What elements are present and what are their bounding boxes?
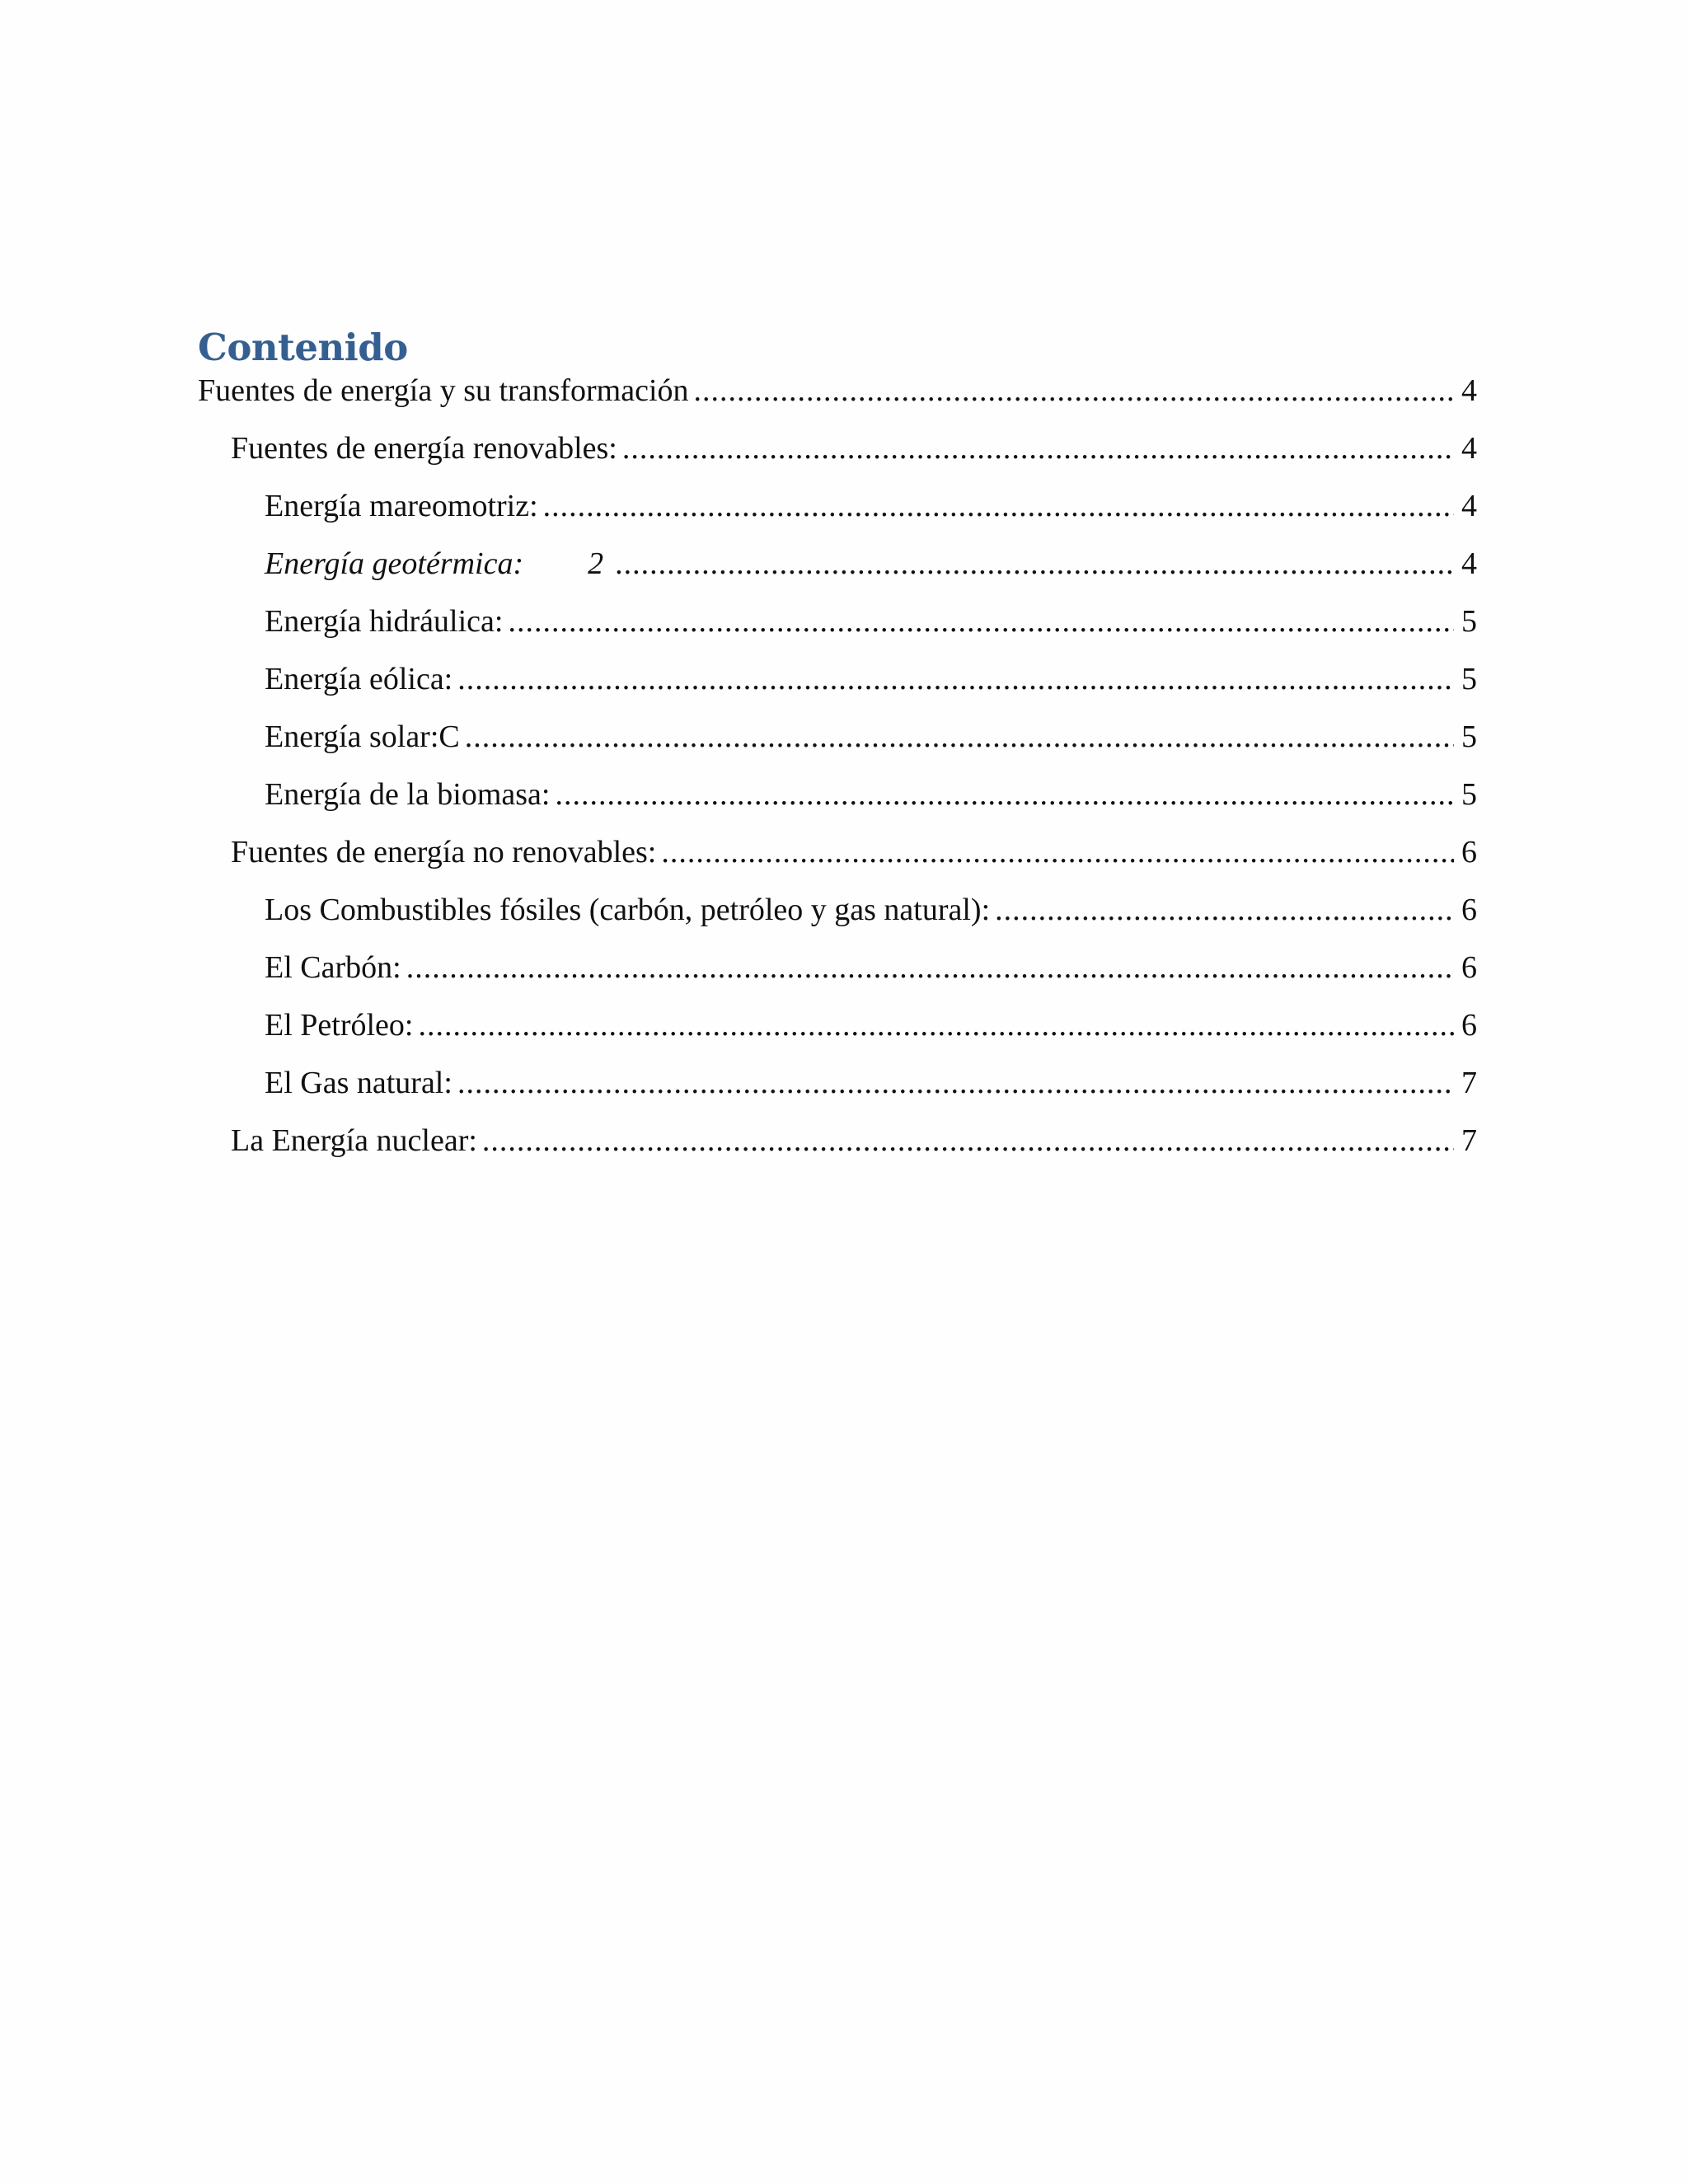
toc-dot-leader: [694, 373, 1454, 409]
toc-entry[interactable]: [198, 892, 1477, 949]
toc-entry-label: Fuentes de energía renovables:: [231, 431, 617, 466]
toc-entry-label: El Carbón:: [265, 950, 401, 985]
toc-entry[interactable]: [198, 373, 1477, 430]
toc-page-number: 5: [1461, 604, 1477, 639]
toc-entry[interactable]: [198, 546, 1477, 603]
toc-page-number: 4: [1461, 546, 1477, 581]
toc-entry-label: Energía geotérmica:: [265, 546, 524, 581]
toc-dot-leader: [406, 949, 1454, 986]
toc-entry-label: Fuentes de energía no renovables:: [231, 835, 657, 869]
toc-entry[interactable]: [198, 949, 1477, 1007]
toc-entry-label: Energía mareomotriz:: [265, 489, 538, 523]
toc-entry-label: Energía eólica:: [265, 662, 453, 696]
toc-page-number: 6: [1461, 1008, 1477, 1043]
toc-entry[interactable]: [198, 1007, 1477, 1065]
toc-page-number: 5: [1461, 662, 1477, 696]
toc-entry-label: La Energía nuclear:: [231, 1123, 477, 1158]
toc-title: Contenido: [198, 326, 408, 369]
toc-entry[interactable]: [198, 488, 1477, 546]
toc-entry-label: El Gas natural:: [265, 1066, 452, 1100]
toc-dot-leader: [661, 834, 1454, 870]
toc-dot-leader: [418, 1007, 1454, 1043]
toc-entry[interactable]: [198, 1122, 1477, 1180]
toc-dot-leader: [508, 603, 1454, 640]
toc-entry[interactable]: [198, 776, 1477, 834]
toc-entry-label: Fuentes de energía y su transformación: [198, 373, 689, 408]
toc-entry[interactable]: [198, 834, 1477, 892]
toc-entry-label: El Petróleo:: [265, 1008, 414, 1043]
toc-page-number: 5: [1461, 777, 1477, 812]
toc-page-number: 6: [1461, 835, 1477, 869]
toc-page-number: 4: [1461, 373, 1477, 408]
toc-dot-leader: [622, 430, 1454, 466]
toc-entry-label-extra: 2: [588, 546, 604, 581]
toc-page-number: 6: [1461, 950, 1477, 985]
toc-dot-leader: [543, 488, 1454, 524]
toc-entry-label-group: [265, 546, 610, 582]
toc-dot-leader: [995, 892, 1454, 928]
toc-entry-label: Los Combustibles fósiles (carbón, petróleo y gas natural):: [265, 893, 991, 927]
toc-dot-leader: [555, 776, 1454, 813]
toc-dot-leader: [457, 1065, 1454, 1101]
toc-page-number: 7: [1461, 1123, 1477, 1158]
toc-dot-leader: [482, 1122, 1454, 1159]
toc-entry-label: Energía de la biomasa:: [265, 777, 551, 812]
toc-entry[interactable]: [198, 1065, 1477, 1122]
toc-page-number: 4: [1461, 489, 1477, 523]
toc-entry-label: Energía hidráulica:: [265, 604, 504, 639]
toc-page-number: 6: [1461, 893, 1477, 927]
toc-dot-leader: [457, 661, 1454, 697]
toc-dot-leader: [465, 719, 1454, 755]
toc-list: [198, 373, 1477, 1180]
toc-page-number: 7: [1461, 1066, 1477, 1100]
toc-entry[interactable]: [198, 603, 1477, 661]
toc-dot-leader: [615, 546, 1454, 582]
toc-entry[interactable]: [198, 661, 1477, 719]
toc-page-number: 5: [1461, 719, 1477, 754]
toc-entry[interactable]: [198, 719, 1477, 776]
toc-page-number: 4: [1461, 431, 1477, 466]
toc-entry-label: Energía solar:C: [265, 719, 460, 754]
toc-entry[interactable]: [198, 430, 1477, 488]
